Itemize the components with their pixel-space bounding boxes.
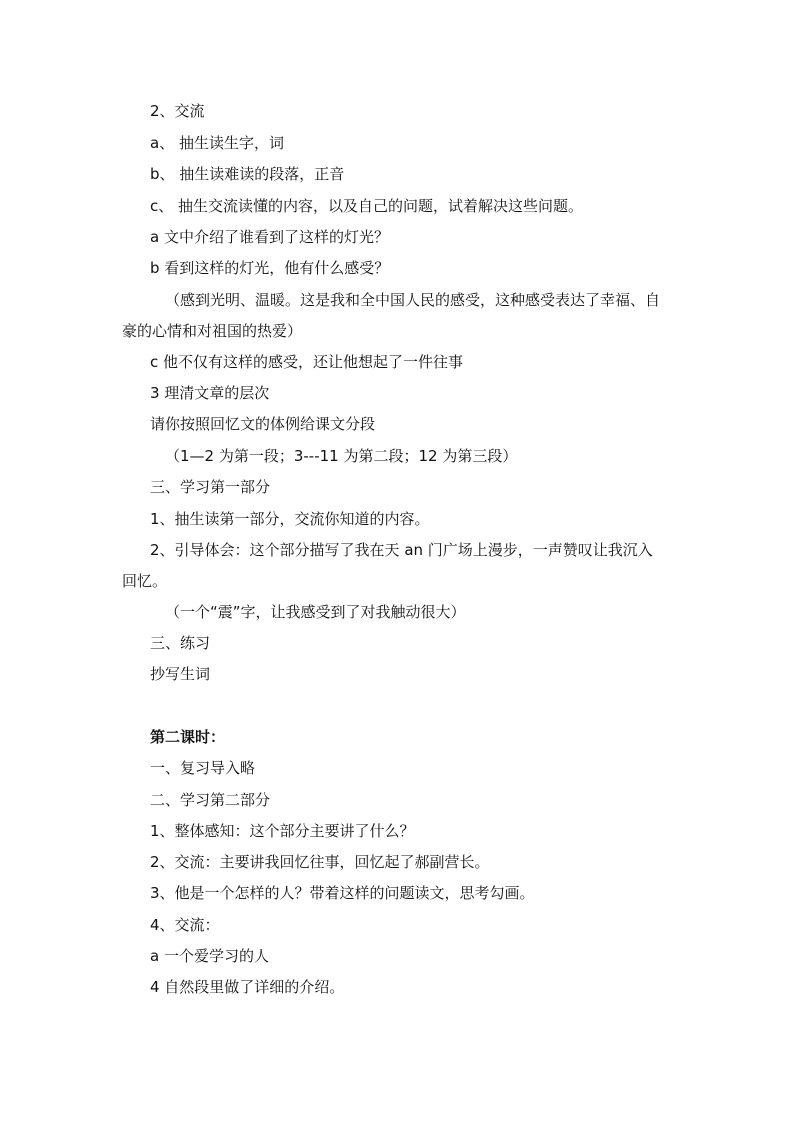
line-part-one-item-1: 1、抽生读第一部分，交流你知道的内容。 <box>150 510 430 528</box>
line-part-two-item-2: 2、交流：主要讲我回忆往事，回忆起了郝副营长。 <box>150 853 490 871</box>
line-part-one-heading: 三、学习第一部分 <box>150 478 271 496</box>
line-question-c: c 他不仅有这样的感受，还让他想起了一件往事 <box>150 353 464 371</box>
line-part-one-answer: （一个“震”字，让我感受到了对我触动很大） <box>165 603 466 621</box>
line-part-one-item-2-b: 回忆。 <box>122 572 168 590</box>
line-question-b: b 看到这样的灯光，他有什么感受？ <box>150 259 390 277</box>
line-part-two-item-1: 1、整体感知：这个部分主要讲了什么？ <box>150 822 415 840</box>
line-answer-b-1: （感到光明、温暖。这是我和全中国人民的感受，这种感受表达了幸福、自 <box>165 291 661 309</box>
line-part-two-heading: 二、学习第二部分 <box>150 791 271 809</box>
line-part-two-answer-detail: 4 自然段里做了详细的介绍。 <box>150 978 345 996</box>
line-item-c: c、 抽生交流读懂的内容，以及自己的问题，试着解决这些问题。 <box>150 197 584 215</box>
line-part-two-answer-a: a 一个爱学习的人 <box>150 947 269 965</box>
line-exercise-item: 抄写生词 <box>150 665 211 683</box>
line-question-a: a 文中介绍了谁看到了这样的灯光？ <box>150 228 389 246</box>
line-part-two-item-4: 4、交流： <box>150 916 220 934</box>
line-item-a: a、 抽生读生字，词 <box>150 134 284 152</box>
line-part-two-item-3: 3、他是一个怎样的人？带着这样的问题读文，思考勾画。 <box>150 884 535 902</box>
line-second-lesson-title: 第二课时： <box>150 728 226 746</box>
line-section-3-answer: （1—2 为第一段；3---11 为第二段；12 为第三段） <box>165 447 518 465</box>
line-item-b: b、 抽生读难读的段落，正音 <box>150 165 345 183</box>
line-answer-b-2: 豪的心情和对祖国的热爱） <box>122 322 303 340</box>
line-part-one-item-2-a: 2、引导体会：这个部分描写了我在天 an 门广场上漫步，一声赞叹让我沉入 <box>150 541 653 559</box>
line-section-3-heading: 3 理清文章的层次 <box>150 384 270 402</box>
line-exercise-heading: 三、练习 <box>150 634 211 652</box>
line-review-heading: 一、复习导入略 <box>150 759 256 777</box>
line-section-3-instruction: 请你按照回忆文的体例给课文分段 <box>150 415 376 433</box>
line-exchange-heading: 2、交流 <box>150 102 205 120</box>
